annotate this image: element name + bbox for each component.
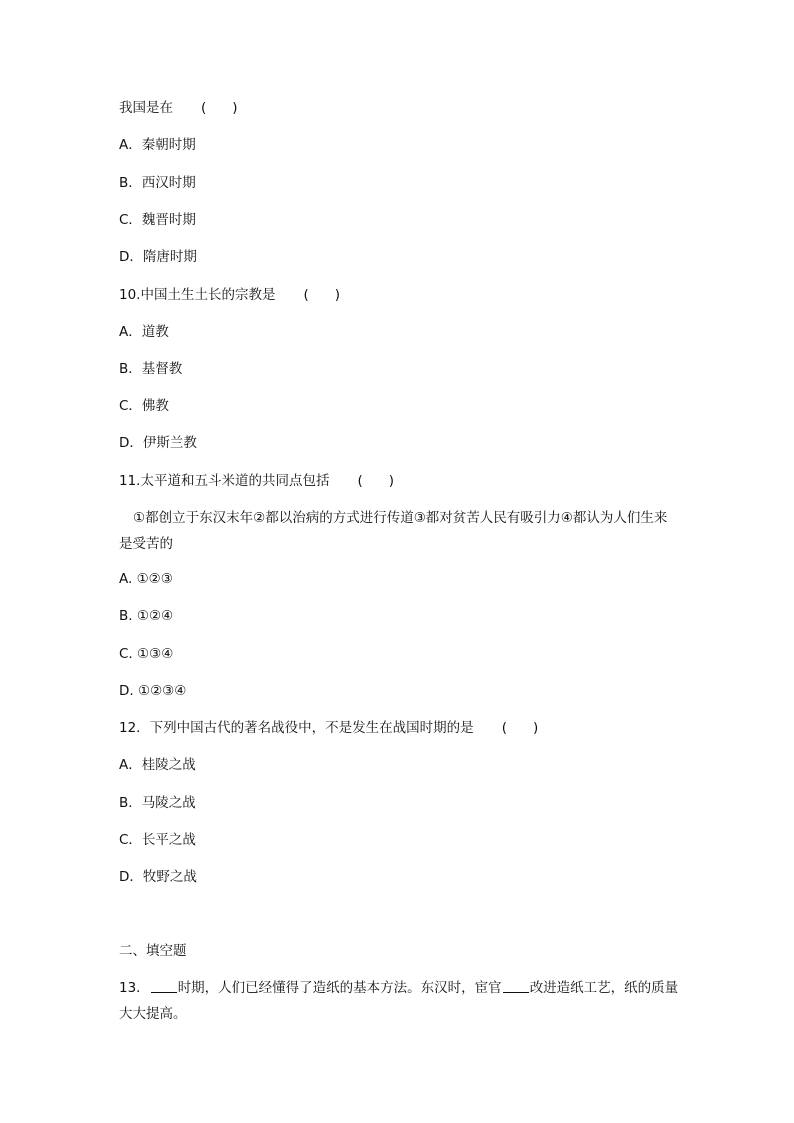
question-9-text: 我国是在 [119, 100, 173, 116]
answer-parentheses: ( ) [357, 473, 395, 489]
q12-option-b: B．马陵之战 [119, 795, 196, 811]
section-heading-fill-in: 二、填空题 [119, 943, 187, 959]
question-13 [119, 975, 679, 1027]
q9-option-c: C．魏晋时期 [119, 212, 196, 228]
question-10-stem: 10.中国土生土长的宗教是 ( ) [119, 287, 341, 303]
question-13-number: 13． [119, 980, 150, 996]
question-11-stem: 11.太平道和五斗米道的共同点包括 ( ) [119, 473, 395, 489]
fill-blank-1[interactable] [151, 978, 177, 993]
question-12-stem: 12．下列中国古代的著名战役中，不是发生在战国时期的是 ( ) [119, 720, 539, 736]
q11-option-d: D. ①②③④ [119, 683, 187, 699]
q10-option-d: D．伊斯兰教 [119, 435, 197, 451]
answer-parentheses: ( ) [201, 100, 238, 116]
q9-option-a: A．秦朝时期 [119, 137, 196, 153]
question-11-statements: ①都创立于东汉末年②都以治病的方式进行传道③都对贫苦人民有吸引力④都认为人们生来是受苦的 [119, 510, 668, 552]
q12-option-d: D．牧野之战 [119, 869, 197, 885]
q9-option-d: D．隋唐时期 [119, 249, 197, 265]
question-13-part1: 时期，人们已经懂得了造纸的基本方法。东汉时，宦官 [177, 980, 502, 996]
answer-parentheses: ( ) [501, 720, 539, 736]
q10-option-a: A．道教 [119, 324, 169, 340]
question-13-part2: 改进造纸工艺，纸的质量大大提高。 [119, 980, 679, 1022]
q12-option-c: C．长平之战 [119, 832, 196, 848]
q9-option-b: B．西汉时期 [119, 175, 196, 191]
question-9-tail [119, 98, 238, 118]
answer-parentheses: ( ) [303, 287, 341, 303]
q10-option-b: B．基督教 [119, 361, 183, 377]
q11-option-b: B. ①②④ [119, 608, 174, 624]
fill-blank-2[interactable] [503, 978, 529, 993]
q11-option-c: C. ①③④ [119, 646, 174, 662]
q10-option-c: C．佛教 [119, 398, 169, 414]
q11-option-a: A. ①②③ [119, 571, 173, 587]
q12-option-a: A．桂陵之战 [119, 757, 196, 773]
